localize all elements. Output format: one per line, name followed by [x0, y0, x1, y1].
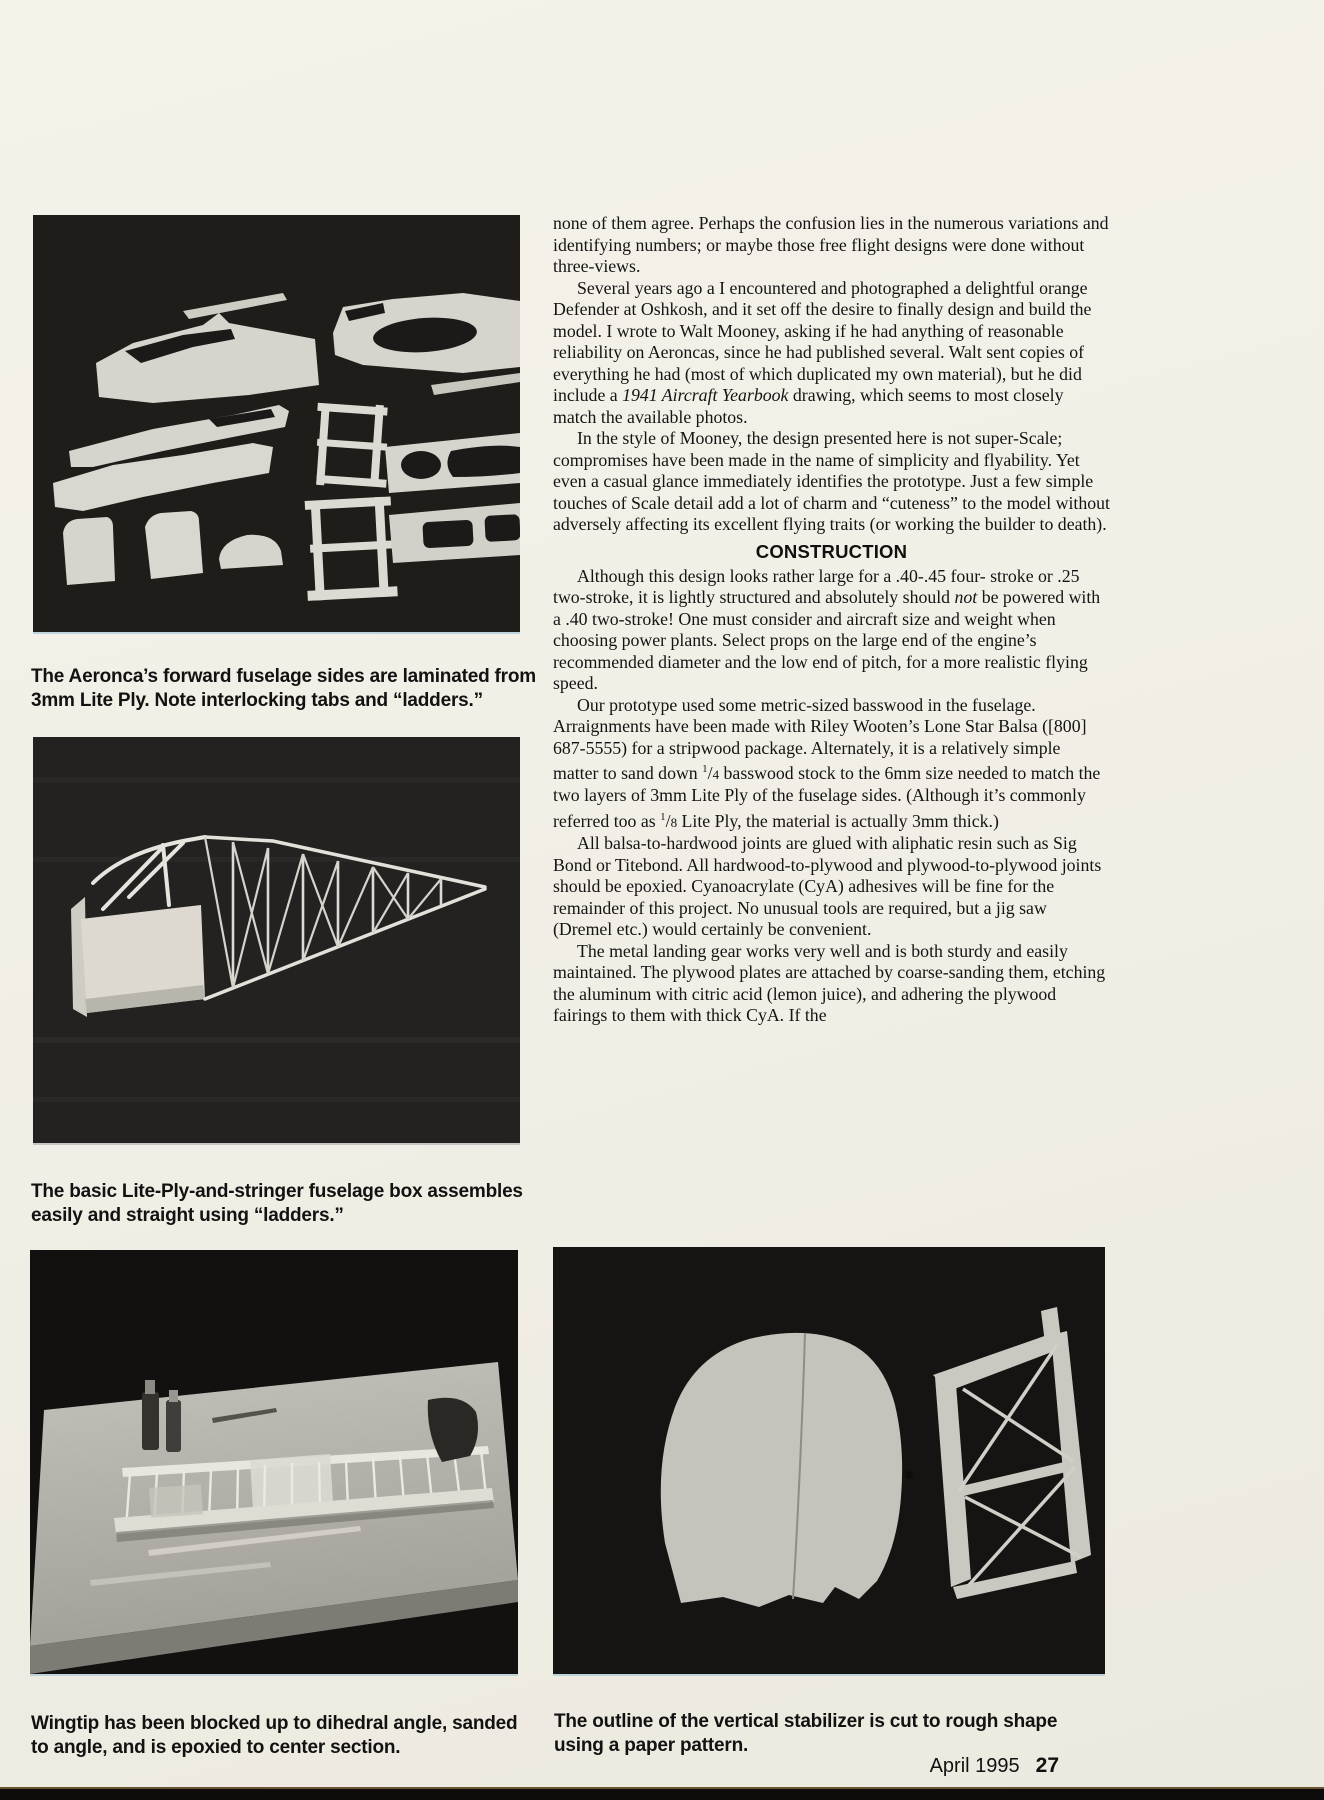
photo-fuselage-side-parts [33, 215, 520, 632]
article-text-column [553, 213, 1110, 1027]
photo-vertical-stabilizer [553, 1247, 1105, 1674]
body-paragraph: none of them agree. Perhaps the confusion lies in the numerous variations and identifying numbers; or maybe those free flight designs were done without three-views. [553, 213, 1109, 276]
body-paragraph: In the style of Mooney, the design presented here is not super-Scale; compromises have been made in the name of simplicity and flyability. Yet even a casual glance immediately identifies the prototype. Just a few simple touches of Scale detail add a lot of charm and “cuteness” to the model without adversely affecting its excellent flying traits (or working the builder to death). [553, 428, 1110, 534]
article-paragraphs [553, 213, 1110, 1027]
body-paragraph: All balsa-to-hardwood joints are glued with aliphatic resin such as Sig Bond or Titebond. All hardwood-to-plywood and plywood-to-plywood joints should be epoxied. Cyanoacrylate (CyA) adhesives will be fine for the remainder of this project. No unusual tools are required, but a jig saw (Dremel etc.) would certainly be convenient. [553, 833, 1102, 940]
photo-caption-stabilizer: The outline of the vertical stabilizer is cut to rough shape using a paper pattern. [554, 1711, 1058, 1756]
body-paragraph: Although this design looks rather large for a .40-.45 four- stroke or .25 two-stroke, it is lightly structured and absolutely should not be powered with a .40 two-stroke! One must consider and aircraft size and weight when choosing power plants. Select props on the large end of the engine’s recommended diameter and the low end of pitch, for a more realistic flying speed. [553, 565, 1101, 693]
photo-fuselage-box [33, 737, 520, 1143]
stabilizer-illustration [553, 1247, 1105, 1674]
body-paragraph: Several years ago a I encountered and photographed a delightful orange Defender at Oshkosh, and it set off the desire to finally design and build the model. I wrote to Walt Mooney, asking if he had anything of reasonable reliability on Aeroncas, since he had published several. Walt sent copies of everything he had (most of which duplicated my own material), but he did include a 1941 Aircraft Yearbook drawing, which seems to most closely match the available photos. [553, 277, 1092, 427]
issue-date: April 1995 [929, 1755, 1020, 1777]
section-heading: CONSTRUCTION [755, 540, 908, 562]
page-number: 27 [1035, 1754, 1059, 1777]
body-paragraph: The metal landing gear works very well and is both sturdy and easily maintained. The plywood plates are attached by coarse-sanding them, etching the aluminum with citric acid (lemon juice), and adhering the plywood fairings to them with thick CyA. If the [553, 940, 1106, 1026]
photo-caption-fuselage-box: The basic Lite-Ply-and-stringer fuselage box assembles easily and straight using “ladders.” [31, 1181, 523, 1226]
fuselage-box-illustration [33, 737, 520, 1143]
body-paragraph: Our prototype used some metric-sized basswood in the fuselage. Arraignments have been made with Riley Wooten’s Lone Star Balsa ([800] 687-5555) for a stripwood package. Alternately, it is a relatively simple matter to sand down $^1$/4 basswood stock to the 6mm size needed to match the two layers of 3mm Lite Ply of the fuselage sides. (Although it’s commonly referred too as $^1$/8 Lite Ply, the material is actually 3mm thick.) [553, 694, 1101, 831]
photo-caption-fuselage-sides: The Aeronca’s forward fuselage sides are laminated from 3mm Lite Ply. Note interlocking tabs and “ladders.” [31, 666, 536, 711]
fuselage-parts-illustration [33, 215, 520, 632]
photo-wingtip-center-section [30, 1250, 518, 1674]
page-footer [553, 1754, 1059, 1778]
wingtip-illustration [30, 1250, 518, 1674]
page-edge-bar [0, 1787, 1324, 1800]
photo-caption-wingtip: Wingtip has been blocked up to dihedral angle, sanded to angle, and is epoxied to center section. [31, 1713, 518, 1758]
